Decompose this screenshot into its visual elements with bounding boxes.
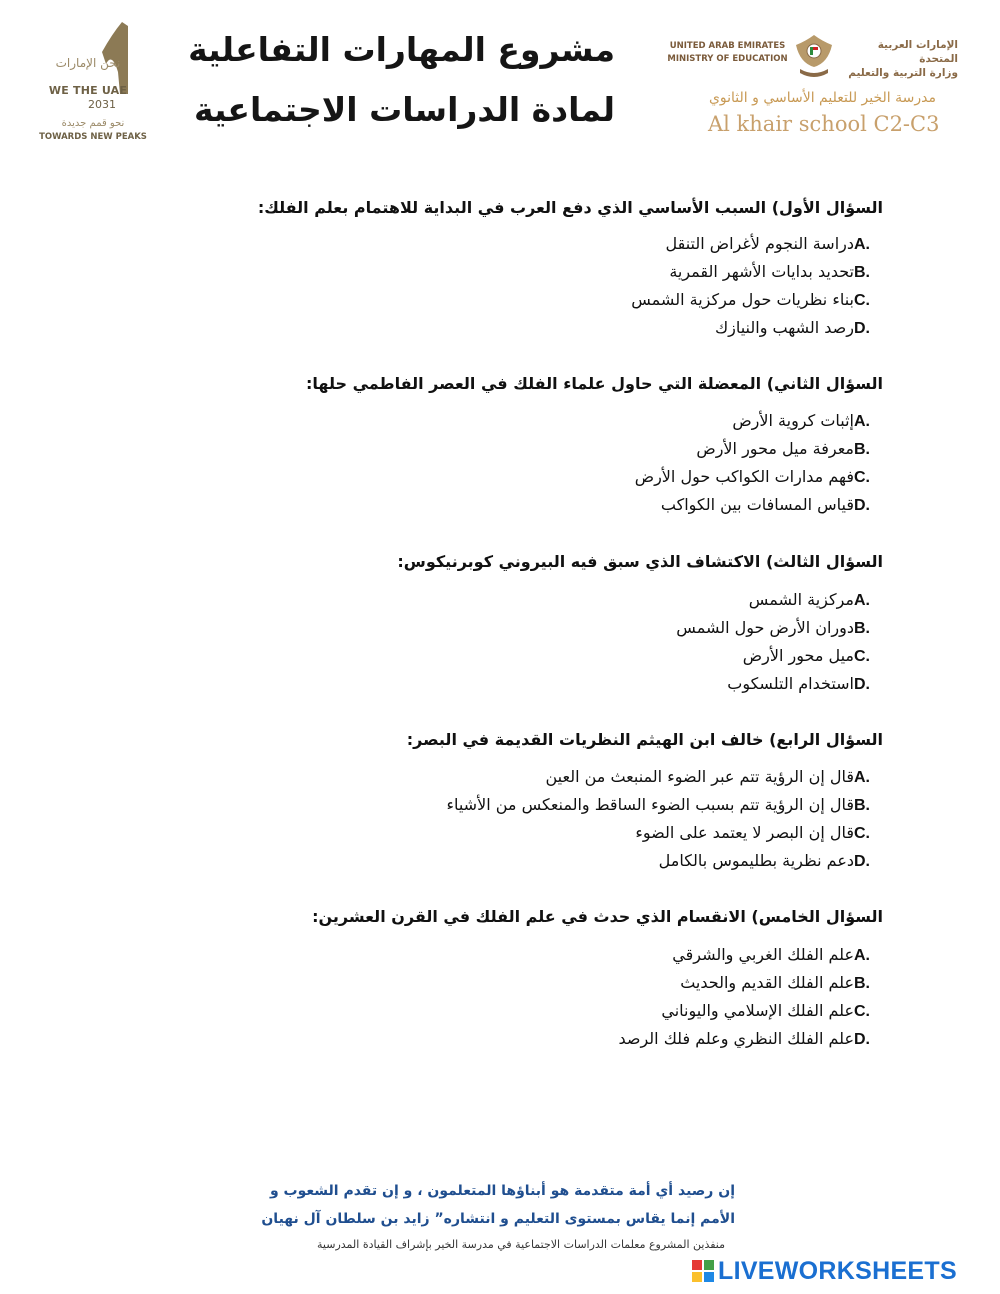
- question-1-option-a[interactable]: [666, 234, 882, 260]
- zayed-quote-line-1: إن رصيد أي أمة متقدمة هو أبناؤها المتعلمون ، و إن تقدم الشعوب و: [269, 1183, 735, 1199]
- question-4-title: السؤال الرابع) خالف ابن الهيثم النظريات القديمة في البصر:: [406, 730, 883, 749]
- school-name-arabic: مدرسة الخير للتعليم الأساسي و الثانوي: [708, 90, 936, 106]
- option-text: علم الفلك النظري وعلم فلك الرصد: [618, 1029, 854, 1048]
- option-text: فهم مدارات الكواكب حول الأرض: [634, 467, 854, 486]
- uae-logo-year: 2031: [88, 98, 116, 111]
- option-letter: B.: [854, 975, 870, 992]
- option-text: دراسة النجوم لأغراض التنقل: [665, 234, 854, 253]
- option-text: قال إن الرؤية تتم عبر الضوء المنبعث من العين: [545, 767, 854, 786]
- option-letter: C.: [854, 648, 870, 665]
- question-3-option-c[interactable]: [743, 646, 882, 672]
- ministry-english-line-1: UNITED ARAB EMIRATES: [669, 41, 786, 51]
- option-text: استخدام التلسكوب: [727, 674, 854, 693]
- option-letter: A.: [854, 413, 870, 430]
- option-letter: D.: [854, 676, 870, 693]
- option-letter: D.: [854, 853, 870, 870]
- option-text: علم الفلك الإسلامي واليوناني: [661, 1001, 854, 1020]
- question-1-option-c[interactable]: [631, 290, 882, 316]
- option-text: قال إن البصر لا يعتمد على الضوء: [635, 823, 854, 842]
- option-text: مركزية الشمس: [748, 590, 854, 609]
- uae-emblem-icon: [792, 33, 836, 83]
- question-2-option-c[interactable]: [635, 467, 882, 493]
- question-5-option-c[interactable]: [661, 1001, 882, 1027]
- option-letter: A.: [854, 769, 870, 786]
- question-2-option-b[interactable]: [696, 439, 882, 465]
- option-letter: C.: [854, 1003, 870, 1020]
- uae-logo-arabic-bottom: نحو قمم جديدة: [61, 118, 125, 129]
- ministry-arabic-line-1: الإمارات العربية المتحدة: [877, 39, 958, 65]
- option-text: علم الفلك الغربي والشرقي: [672, 945, 854, 964]
- page-title-line-2: لمادة الدراسات الاجتماعية: [193, 90, 615, 129]
- question-4-option-a[interactable]: [545, 767, 882, 793]
- option-text: رصد الشهب والنيازك: [714, 318, 854, 337]
- liveworksheets-wordmark: LIVEWORKSHEETS: [718, 1257, 957, 1285]
- uae-logo-arabic-top: نحن الإمارات: [55, 56, 121, 70]
- zayed-quote-line-2: الأمم إنما يقاس بمستوى التعليم و انتشاره” زايد بن سلطان آل نهيان: [261, 1211, 735, 1227]
- question-3-title: السؤال الثالث) الاكتشاف الذي سبق فيه البيروني كوبرنيكوس:: [397, 552, 883, 571]
- question-4-option-b[interactable]: [446, 795, 882, 821]
- question-5-option-a[interactable]: [672, 945, 882, 971]
- question-2-option-a[interactable]: [732, 411, 882, 437]
- question-2-option-d[interactable]: [661, 495, 882, 521]
- question-3-option-b[interactable]: [676, 618, 882, 644]
- option-text: قياس المسافات بين الكواكب: [660, 495, 854, 514]
- option-letter: A.: [854, 947, 870, 964]
- option-text: دوران الأرض حول الشمس: [676, 618, 854, 637]
- project-credit: منفذين المشروع معلمات الدراسات الاجتماعية في مدرسة الخير بإشراف القيادة المدرسية: [317, 1238, 725, 1251]
- option-text: بناء نظريات حول مركزية الشمس: [631, 290, 854, 309]
- question-2-title: السؤال الثاني) المعضلة التي حاول علماء الفلك في العصر الفاطمي حلها:: [306, 374, 883, 393]
- option-letter: D.: [854, 1031, 870, 1048]
- option-text: معرفة ميل محور الأرض: [696, 439, 854, 458]
- question-3-option-d[interactable]: [727, 674, 882, 700]
- option-letter: A.: [854, 236, 870, 253]
- option-text: قال إن الرؤية تتم بسبب الضوء الساقط والمنعكس من الأشياء: [446, 795, 854, 814]
- question-3-option-a[interactable]: [749, 590, 882, 616]
- ministry-arabic-line-2: وزارة التربية والتعليم: [848, 67, 958, 79]
- option-text: علم الفلك القديم والحديث: [680, 973, 854, 992]
- option-text: دعم نظرية بطليموس بالكامل: [658, 851, 854, 870]
- option-text: ميل محور الأرض: [742, 646, 854, 665]
- option-letter: B.: [854, 441, 870, 458]
- option-letter: C.: [854, 825, 870, 842]
- ministry-english-line-2: MINISTRY OF EDUCATION: [667, 54, 788, 64]
- question-4-option-d[interactable]: [659, 851, 882, 877]
- we-the-uae-logo: [38, 22, 148, 147]
- question-5-option-d[interactable]: [618, 1029, 882, 1055]
- question-5-option-b[interactable]: [680, 973, 882, 999]
- question-5-title: السؤال الخامس) الانقسام الذي حدث في علم الفلك في القرن العشرين:: [312, 907, 883, 926]
- liveworksheets-grid-icon: [692, 1260, 714, 1282]
- uae-logo-english-bottom: TOWARDS NEW PEAKS: [39, 132, 147, 142]
- question-1-option-d[interactable]: [715, 318, 882, 344]
- option-text: إثبات كروية الأرض: [732, 411, 854, 430]
- ministry-arabic-name: [838, 38, 958, 80]
- option-letter: C.: [854, 469, 870, 486]
- option-letter: A.: [854, 592, 870, 609]
- option-letter: B.: [854, 620, 870, 637]
- question-1-title: السؤال الأول) السبب الأساسي الذي دفع العرب في البداية للاهتمام بعلم الفلك:: [257, 198, 883, 217]
- ministry-english-name: [665, 40, 790, 66]
- option-letter: C.: [854, 292, 870, 309]
- option-letter: D.: [854, 320, 870, 337]
- option-letter: B.: [854, 797, 870, 814]
- question-4-option-c[interactable]: [635, 823, 882, 849]
- option-text: تحديد بدايات الأشهر القمرية: [669, 262, 854, 281]
- option-letter: B.: [854, 264, 870, 281]
- school-name-english: Al khair school C2-C3: [708, 112, 940, 136]
- option-letter: D.: [854, 497, 870, 514]
- question-1-option-b[interactable]: [669, 262, 882, 288]
- page-title-line-1: مشروع المهارات التفاعلية: [188, 30, 615, 69]
- uae-logo-english: WE THE UAE: [48, 84, 128, 97]
